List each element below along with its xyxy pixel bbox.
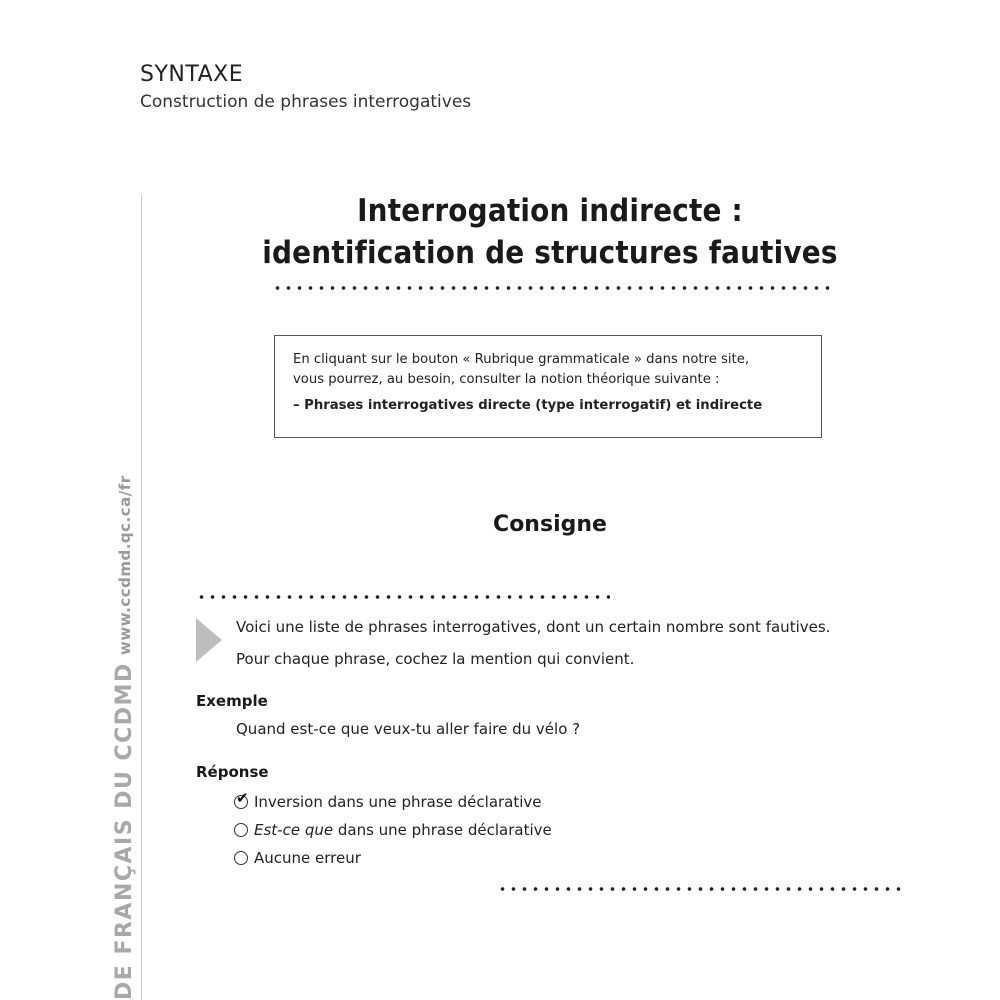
margin-publisher-text: DE FRANÇAIS DU CCDMD (112, 662, 137, 1000)
play-arrow-icon (196, 618, 222, 662)
radio-empty-icon[interactable] (234, 851, 248, 865)
title-line-1: Interrogation indirecte : (357, 193, 743, 229)
example-label: Exemple (196, 692, 268, 710)
option-label-italic: Est-ce que (254, 821, 334, 839)
title-dotted-rule (272, 285, 830, 291)
response-option-aucune-erreur[interactable] (234, 847, 361, 869)
section-label: SYNTAXE (140, 62, 244, 87)
margin-divider (141, 195, 142, 1000)
notice-box (274, 335, 822, 438)
response-option-inversion[interactable] (234, 791, 542, 813)
bottom-dotted-rule (497, 886, 907, 892)
margin-url-text: www.ccdmd.qc.ca/fr (116, 475, 134, 655)
option-label-rest: dans une phrase déclarative (333, 821, 552, 839)
running-header (140, 60, 471, 114)
title-line-2: identification de structures fautives (262, 235, 838, 271)
page-title (250, 190, 850, 274)
notice-line-1: En cliquant sur le bouton « Rubrique grammaticale » dans notre site, (293, 352, 750, 367)
notice-reference-item: – Phrases interrogatives directe (type interrogatif) et indirecte (293, 398, 763, 413)
consigne-dotted-rule (196, 594, 610, 600)
response-label: Réponse (196, 763, 269, 781)
example-sentence: Quand est-ce que veux-tu aller faire du vélo ? (236, 720, 581, 738)
notice-line-2: vous pourrez, au besoin, consulter la notion théorique suivante : (293, 372, 720, 387)
instruction-line-1: Voici une liste de phrases interrogatives, dont un certain nombre sont fautives. (236, 618, 831, 636)
option-label: Aucune erreur (254, 849, 361, 867)
response-option-est-ce-que[interactable] (234, 819, 552, 841)
option-label: Inversion dans une phrase déclarative (254, 793, 542, 811)
radio-checked-icon[interactable] (234, 789, 249, 809)
subsection-label: Construction de phrases interrogatives (140, 92, 472, 112)
radio-empty-icon[interactable] (234, 823, 248, 837)
instruction-line-2: Pour chaque phrase, cochez la mention qui convient. (236, 650, 635, 668)
consigne-heading: Consigne (493, 512, 607, 537)
checkmark-icon: ✔ (236, 789, 249, 807)
